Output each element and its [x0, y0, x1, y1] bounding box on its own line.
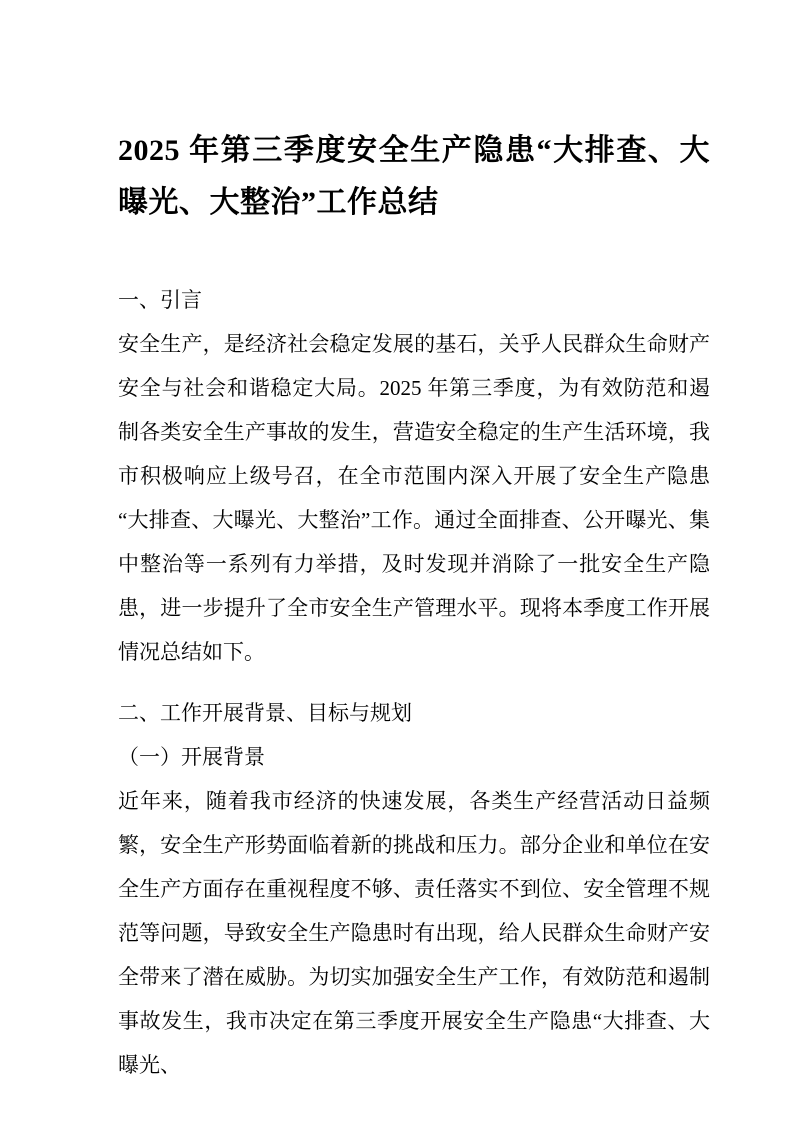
section-heading-background-goals: 二、工作开展背景、目标与规划: [118, 701, 412, 725]
paragraph-intro: 安全生产，是经济社会稳定发展的基石，关乎人民群众生命财产安全与社会和谐稳定大局。2025 年第三季度，为有效防范和遏制各类安全生产事故的发生，营造安全稳定的生产生活环境，我市积极响应上级号召，在全市范围内深入开展了安全生产隐患“大排查、大曝光、大整治”工作。通过全面排查、公开曝光、集中整治等一系列有力举措，及时发现并消除了一批安全生产隐患，进一步提升了全市安全生产管理水平。现将本季度工作开展情况总结如下。: [118, 332, 710, 664]
section-heading-intro: 一、引言: [118, 288, 202, 312]
subsection-heading-background: （一）开展背景: [118, 745, 265, 769]
document-title: 2025 年第三季度安全生产隐患“大排查、大曝光、大整治”工作总结: [118, 134, 710, 219]
paragraph-background: 近年来，随着我市经济的快速发展，各类生产经营活动日益频繁，安全生产形势面临着新的挑战和压力。部分企业和单位在安全生产方面存在重视程度不够、责任落实不到位、安全管理不规范等问题，导致安全生产隐患时有出现，给人民群众生命财产安全带来了潜在威胁。为切实加强安全生产工作，有效防范和遏制事故发生，我市决定在第三季度开展安全生产隐患“大排查、大曝光、: [118, 789, 710, 1077]
